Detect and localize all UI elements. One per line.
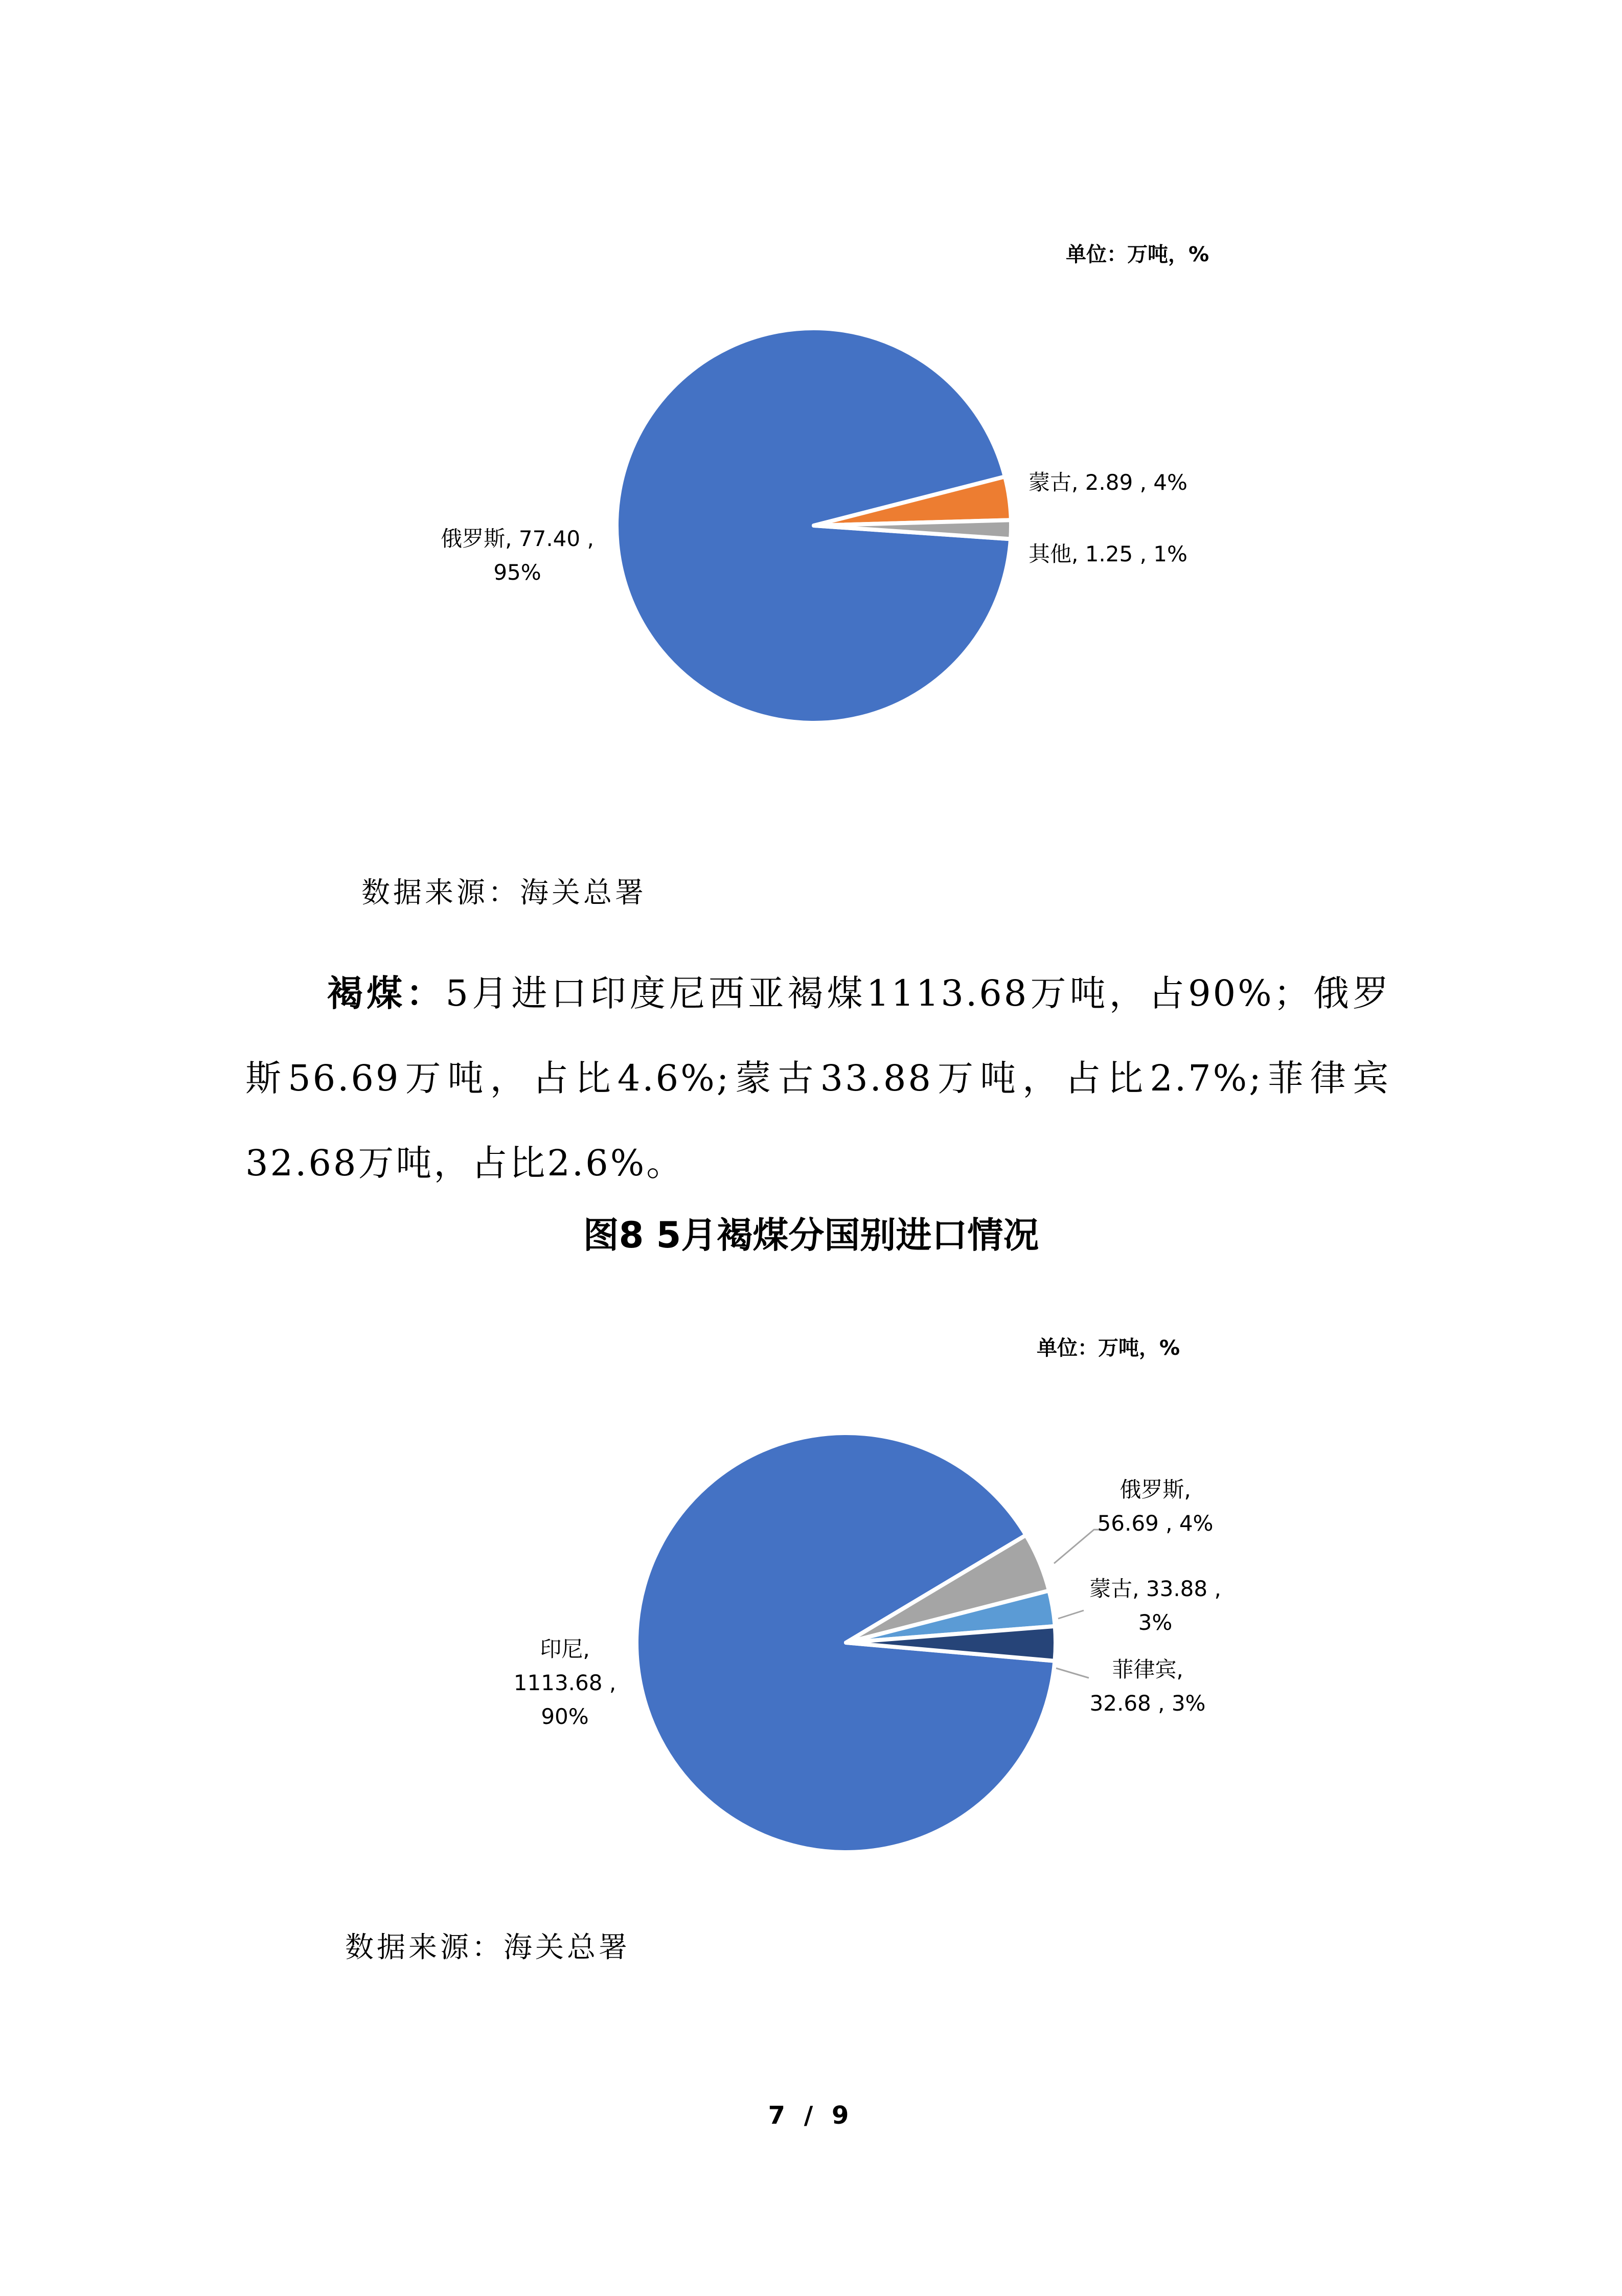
chart2-leader-line-0 [1054,1530,1102,1563]
pie-slice-2 [846,1590,1055,1643]
lignite-paragraph [245,951,1390,1206]
lignite-lead: 褐煤： [327,972,446,1014]
chart1-label-other: 其他, 1.25 , 1% [1029,541,1187,566]
chart2-source: 数据来源：海关总署 [345,1931,630,1964]
chart2-label-mongolia: 蒙古, 33.88 , 3% [1089,1576,1221,1635]
chart2-label-indonesia: 印尼, 1113.68 , 90% [513,1636,616,1729]
lignite-text: 5月进口印度尼西亚褐煤1113.68万吨，占90%；俄罗斯56.69万吨，占比4.6%;蒙古33.88万吨，占比2.7%;菲律宾32.68万吨，占比2.6%。 [245,972,1391,1184]
chart1-label-mongolia: 蒙古, 2.89 , 4% [1029,470,1187,495]
pie-slice-3 [846,1626,1056,1661]
chart2-unit-label: 单位：万吨，% [1037,1336,1180,1360]
chart2-label-philippines: 菲律宾, 32.68 , 3% [1089,1657,1206,1716]
chart1-source: 数据来源：海关总署 [361,876,647,910]
chart1-label-russia: 俄罗斯, 77.40 , 95% [441,526,594,585]
page-number: 7 / 9 [768,2101,854,2130]
pie-slice-0 [636,1433,1055,1852]
chart1-unit-label: 单位：万吨，% [1066,243,1209,266]
chart2-label-russia: 俄罗斯, 56.69 , 4% [1097,1477,1214,1536]
figure-8-title: 图8 5月褐煤分国别进口情况 [583,1214,1039,1256]
pie-slice-1 [846,1535,1049,1643]
chart2-leader-line-2 [1056,1668,1089,1678]
chart2-leader-line-1 [1058,1610,1084,1619]
chart1-pie [0,0,1622,767]
